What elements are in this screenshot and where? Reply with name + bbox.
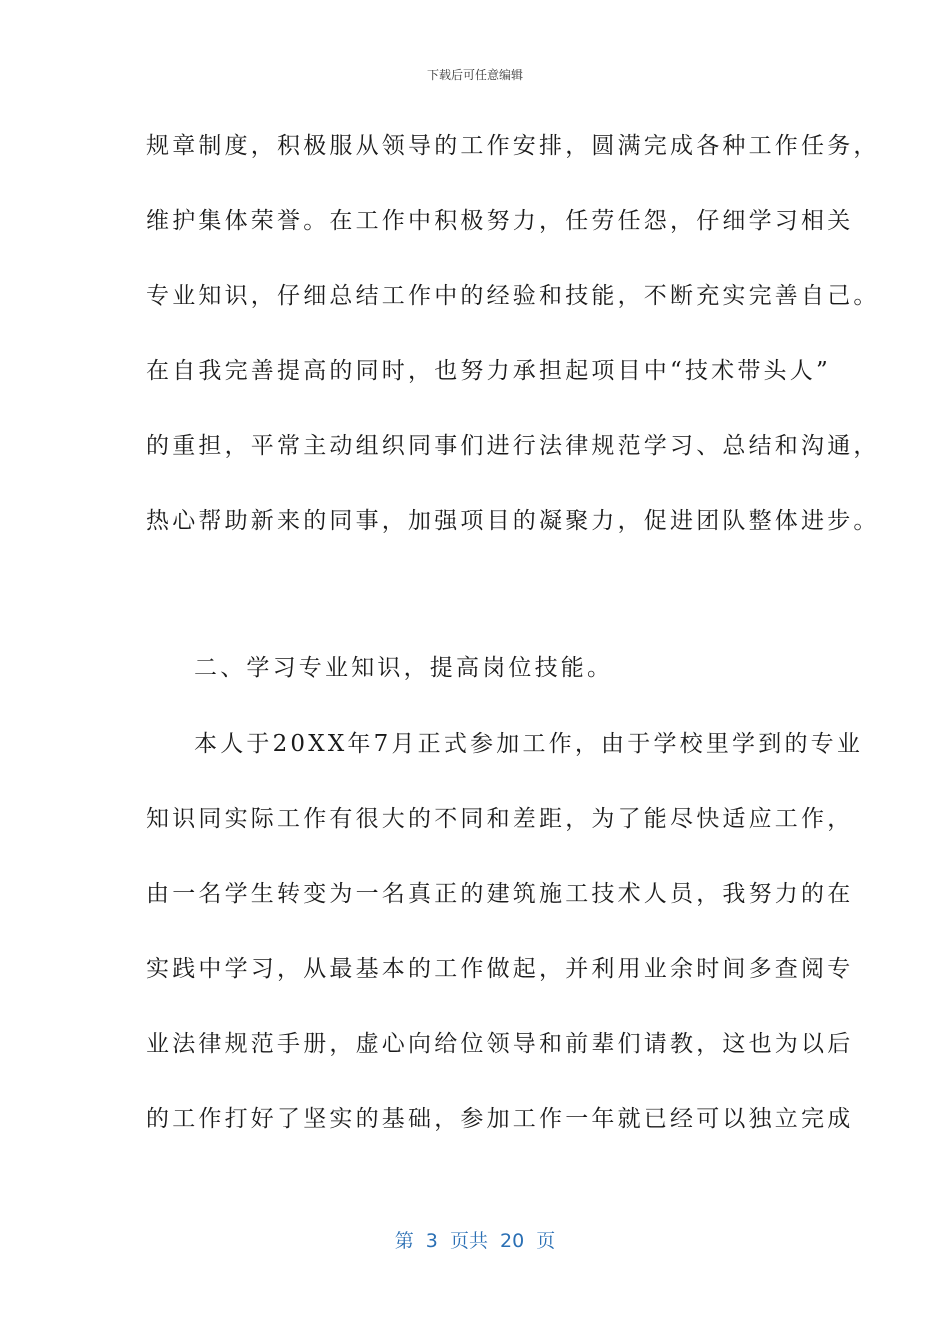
paragraph-line: 规章制度，积极服从领导的工作安排，圆满完成各种工作任务， — [146, 133, 880, 159]
paragraph-line: 知识同实际工作有很大的不同和差距，为了能尽快适应工作， — [146, 806, 854, 832]
paragraph-line: 专业知识，仔细总结工作中的经验和技能，不断充实完善自己。 — [146, 283, 880, 309]
paragraph-line: 由一名学生转变为一名真正的建筑施工技术人员，我努力的在 — [146, 881, 854, 907]
paragraph-line: 业法律规范手册，虚心向给位领导和前辈们请教，这也为以后 — [146, 1031, 854, 1057]
page-footer: 第 3 页共 20 页 — [394, 1230, 556, 1252]
paragraph-line: 本人于20XX年7月正式参加工作，由于学校里学到的专业 — [194, 731, 864, 757]
section-heading: 二、学习专业知识，提高岗位技能。 — [194, 655, 614, 681]
paragraph-line: 维护集体荣誉。在工作中积极努力，任劳任怨，仔细学习相关 — [146, 208, 854, 234]
paragraph-line: 热心帮助新来的同事，加强项目的凝聚力，促进团队整体进步。 — [146, 508, 880, 534]
paragraph-line: 在自我完善提高的同时，也努力承担起项目中“技术带头人” — [146, 358, 831, 384]
paragraph-line: 的工作打好了坚实的基础，参加工作一年就已经可以独立完成 — [146, 1106, 854, 1132]
paragraph-line: 的重担，平常主动组织同事们进行法律规范学习、总结和沟通， — [146, 433, 880, 459]
header-note: 下载后可任意编辑 — [426, 68, 523, 82]
paragraph-line: 实践中学习，从最基本的工作做起，并利用业余时间多查阅专 — [146, 956, 854, 982]
